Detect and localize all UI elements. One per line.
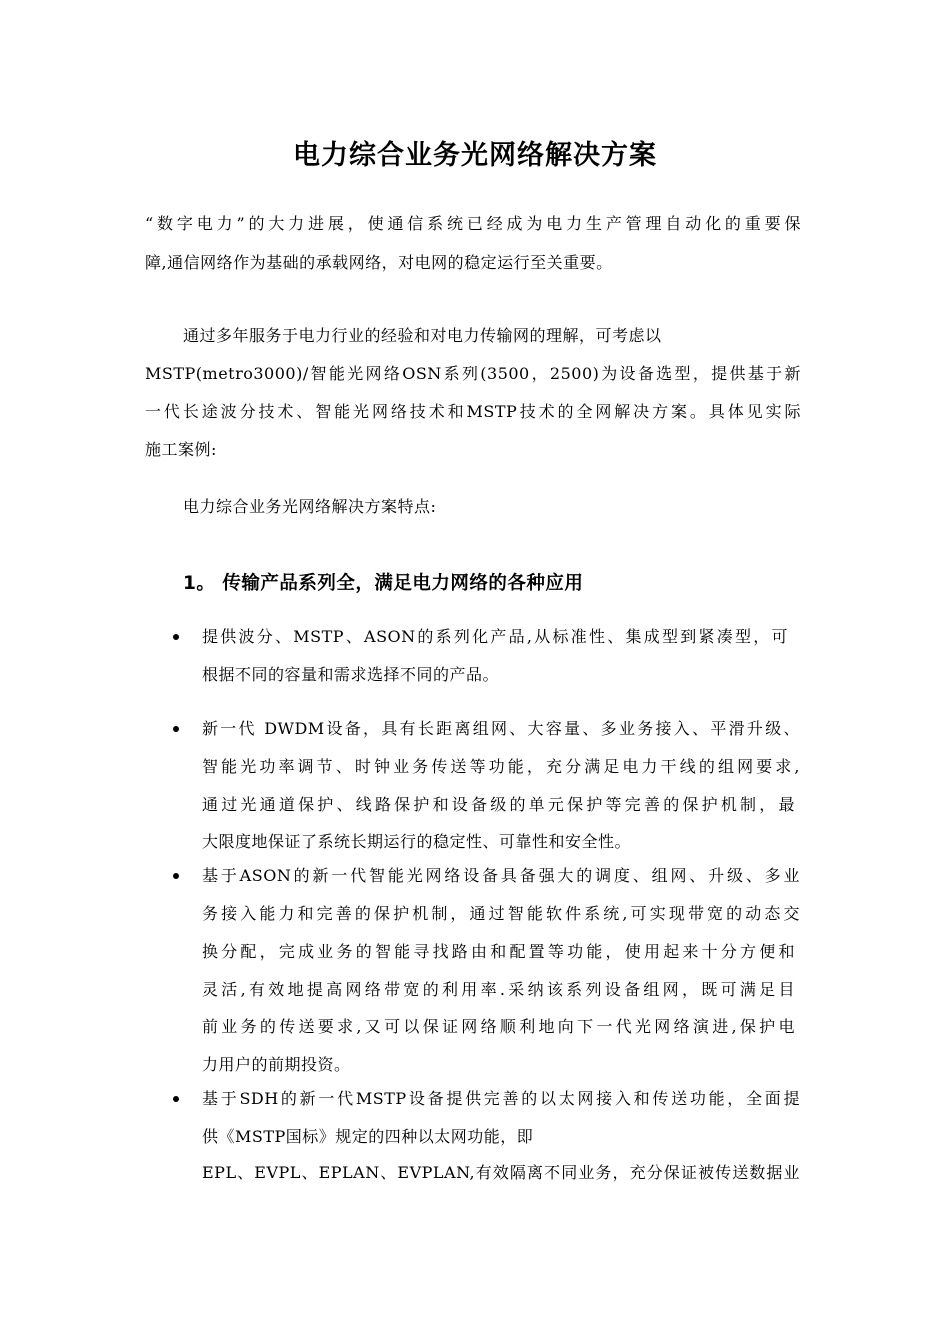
bullet-icon [173,634,179,640]
para2-line-4: 施工案例: [145,440,217,459]
bullet-3-line-1: 基于ASON的新一代智能光网络设备具备强大的调度、组网、升级、多业 [202,866,800,885]
bullet-3-line-5: 前业务的传送要求,又可以保证网络顺利地向下一代光网络演进,保护电 [202,1017,795,1036]
document-title: 电力综合业务光网络解决方案 [293,140,657,171]
para2-line-1: 通过多年服务于电力行业的经验和对电力传输网的理解，可考虑以 [183,326,662,345]
bullet-2-line-1: 新一代 DWDM设备，具有长距离组网、大容量、多业务接入、平滑升级、 [202,719,800,738]
bullet-3-line-4: 灵活,有效地提高网络带宽的利用率.采纳该系列设备组网，既可满足目 [202,980,795,999]
bullet-icon [173,873,179,879]
intro-line-2: 障,通信网络作为基础的承载网络，对电网的稳定运行至关重要。 [145,253,613,272]
bullet-2-line-4: 大限度地保证了系统长期运行的稳定性、可靠性和安全性。 [202,832,632,851]
features-intro: 电力综合业务光网络解决方案特点: [183,497,437,516]
bullet-4-line-1: 基于SDH的新一代MSTP设备提供完善的以太网接入和传送功能，全面提 [202,1089,800,1108]
bullet-2-line-3: 通过光通道保护、线路保护和设备级的单元保护等完善的保护机制，最 [202,795,795,814]
bullet-4-line-2: 供《MSTP国标》规定的四种以太网功能，即 [202,1127,534,1146]
bullet-3-line-2: 务接入能力和完善的保护机制，通过智能软件系统,可实现带宽的动态交 [202,904,800,923]
bullet-icon [173,726,179,732]
bullet-3-line-6: 力用户的前期投资。 [202,1055,351,1074]
bullet-2-line-2: 智能光功率调节、时钟业务传送等功能，充分满足电力干线的组网要求, [202,757,800,776]
para2-line-3: 一代长途波分技术、智能光网络技术和MSTP技术的全网解决方案。具体见实际 [145,402,801,421]
bullet-1-line-2: 根据不同的容量和需求选择不同的产品。 [202,665,500,684]
bullet-1-line-1: 提供波分、MSTP、ASON的系列化产品,从标准性、集成型到紧凑型，可 [202,627,788,646]
intro-line-1: “数字电力”的大力进展，使通信系统已经成为电力生产管理自动化的重要保 [145,214,801,233]
bullet-icon [173,1096,179,1102]
bullet-4-line-3: EPL、EVPL、EPLAN、EVPLAN,有效隔离不同业务，充分保证被传送数据业 [202,1163,800,1182]
section-heading: 1。 传输产品系列全，满足电力网络的各种应用 [183,573,584,594]
bullet-3-line-3: 换分配，完成业务的智能寻找路由和配置等功能，使用起来十分方便和 [202,942,795,961]
para2-line-2: MSTP(metro3000)/智能光网络OSN系列(3500，2500)为设备选型，提供基于新 [145,364,801,383]
